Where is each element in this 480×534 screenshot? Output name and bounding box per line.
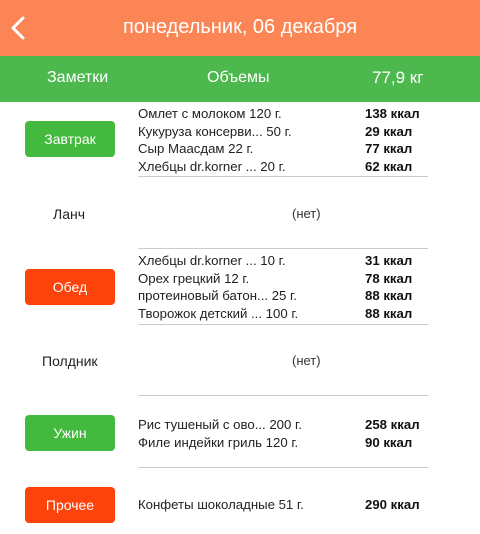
divider [138,248,428,249]
list-item[interactable] [138,123,428,141]
breakfast-button[interactable]: Завтрак [25,121,115,157]
breakfast-items [138,105,428,175]
food-name: Конфеты шоколадные 51 г. [138,497,304,512]
dinner-button[interactable]: Обед [25,269,115,305]
list-item[interactable] [138,287,428,305]
other-items [138,496,428,514]
list-item[interactable] [138,416,428,434]
list-item[interactable] [138,252,428,270]
volumes-button[interactable]: Объемы [207,69,270,86]
header-bar [0,0,480,56]
food-kcal: 62 ккал [365,158,413,174]
list-item[interactable] [138,434,428,452]
list-item[interactable] [138,158,428,176]
divider [138,324,428,325]
divider [138,467,428,468]
weight-value[interactable]: 77,9 кг [372,68,424,87]
food-name: протеиновый батон... 25 г. [138,288,297,303]
toolbar [0,56,480,102]
food-name: Хлебцы dr.korner ... 10 г. [138,253,286,268]
food-name: Омлет с молоком 120 г. [138,106,282,121]
other-button[interactable]: Прочее [25,487,115,523]
supper-button[interactable]: Ужин [25,415,115,451]
page-title: понедельник, 06 декабря [122,16,358,38]
divider [138,395,428,396]
food-kcal: 90 ккал [365,434,413,450]
dinner-items [138,252,428,322]
snack-empty: (нет) [292,353,321,368]
food-name: Кукуруза консерви... 50 г. [138,123,292,139]
snack-label[interactable]: Полдник [42,353,98,369]
notes-button[interactable]: Заметки [47,69,109,86]
list-item[interactable] [138,105,428,123]
food-name: Филе индейки гриль 120 г. [138,434,299,450]
divider [138,176,428,177]
food-name: Хлебцы dr.korner ... 20 г. [138,158,286,174]
food-kcal: 88 ккал [365,305,413,321]
food-kcal: 29 ккал [365,123,413,139]
food-name: Творожок детский ... 100 г. [138,305,299,321]
lunch-empty: (нет) [292,206,321,221]
list-item[interactable] [138,270,428,288]
food-kcal: 77 ккал [365,141,413,156]
list-item[interactable] [138,140,428,158]
food-kcal: 88 ккал [365,288,413,303]
food-kcal: 31 ккал [365,253,413,268]
lunch-label[interactable]: Ланч [53,206,85,222]
food-name: Орех грецкий 12 г. [138,270,250,286]
food-name: Сыр Маасдам 22 г. [138,141,254,156]
supper-items [138,416,428,451]
food-kcal: 138 ккал [365,106,420,121]
food-name: Рис тушеный с ово... 200 г. [138,417,302,432]
food-kcal: 258 ккал [365,417,420,432]
food-kcal: 290 ккал [365,497,420,512]
food-kcal: 78 ккал [365,270,413,286]
list-item[interactable] [138,305,428,323]
list-item[interactable] [138,496,428,514]
